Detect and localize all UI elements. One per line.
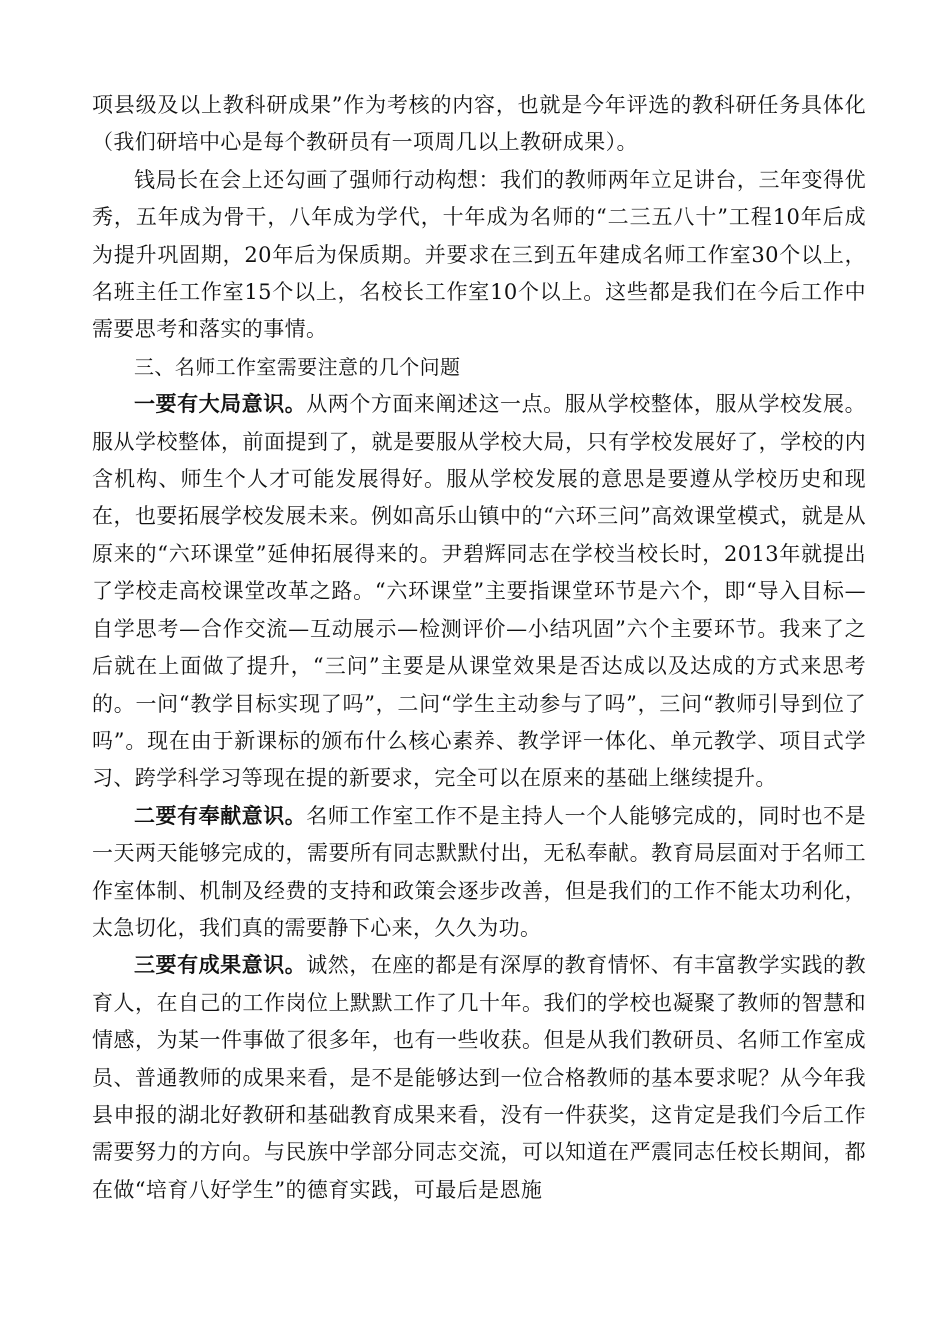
paragraph-body: 诚然，在座的都是有深厚的教育情怀、有丰富教学实践的教育人，在自己的工作岗位上默默工作了几十年。我们的学校也凝聚了教师的智慧和情感，为某一件事做了很多年，也有一些收获。但是从我们教研员、名师工作室成员、普通教师的成果来看，是不是能够达到一位合格教师的基本要求呢？从今年我县申报的湖北好教研和基础教育成果来看，没有一件获奖，这肯定是我们今后工作需要努力的方向。与民族中学部分同志交流，可以知道在严震同志任校长期间，都在做“培育八好学生”的德育实践，可最后是恩施 (92, 953, 866, 1202)
paragraph-big-picture (92, 386, 866, 797)
paragraph-lead: 二要有奉献意识。 (134, 803, 307, 828)
paragraph-strong-teacher-plan: 钱局长在会上还勾画了强师行动构想：我们的教师两年立足讲台，三年变得优秀，五年成为骨干，八年成为学代，十年成为名师的“二三五八十”工程10年后成为提升巩固期，20年后为保质期。并要求在三到五年建成名师工作室30个以上，名班主任工作室15个以上，名校长工作室10个以上。这些都是我们在今后工作中需要思考和落实的事情。 (92, 167, 866, 342)
paragraph-lead: 三要有成果意识。 (134, 953, 307, 978)
paragraph-body: 从两个方面来阐述这一点。服从学校整体，服从学校发展。服从学校整体，前面提到了，就是要服从学校大局，只有学校发展好了，学校的内含机构、师生个人才可能发展得好。服从学校发展的意思是要遵从学校历史和现在，也要拓展学校发展未来。例如高乐山镇中的“六环三问”高效课堂模式，就是从原来的“六环课堂”延伸拓展得来的。尹碧辉同志在学校当校长时，2013年就提出了学校走高校课堂改革之路。“六环课堂”主要指课堂环节是六个，即“导入目标—自学思考—合作交流—互动展示—检测评价—小结巩固”六个主要环节。我来了之后就在上面做了提升，“三问”主要是从课堂效果是否达成以及达成的方式来思考的。一问“教学目标实现了吗”，二问“学生主动参与了吗”，三问“教师引导到位了吗”。现在由于新课标的颁布什么核心素养、教学评一体化、单元教学、项目式学习、跨学科学习等现在提的新要求，完全可以在原来的基础上继续提升。 (92, 392, 866, 791)
paragraph-achievements (92, 947, 866, 1209)
paragraph-continuation: 项县级及以上教科研成果”作为考核的内容，也就是今年评选的教科研任务具体化（我们研培中心是每个教研员有一项周几以上教研成果）。 (92, 93, 866, 155)
document-page (92, 87, 866, 1209)
paragraph-lead: 一要有大局意识。 (134, 392, 307, 417)
section-heading: 三、名师工作室需要注意的几个问题 (134, 354, 461, 379)
paragraph-dedication (92, 798, 866, 948)
paragraph-body: 名师工作室工作不是主持人一个人能够完成的，同时也不是一天两天能够完成的，需要所有同志默默付出，无私奉献。教育局层面对于名师工作室体制、机制及经费的支持和政策会逐步改善，但是我们的工作不能太功利化，太急切化，我们真的需要静下心来，久久为功。 (92, 803, 866, 940)
